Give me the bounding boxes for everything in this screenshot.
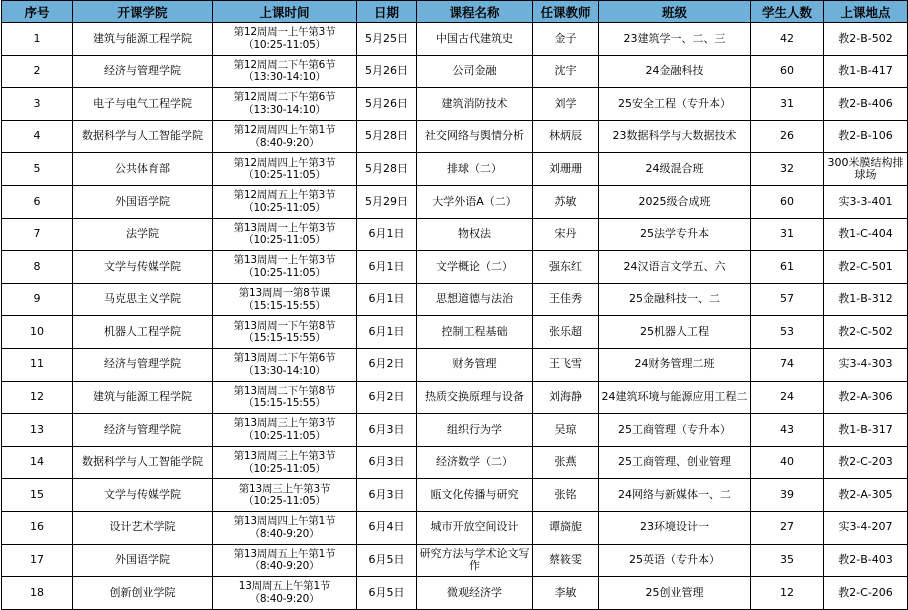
college-cell: 外国语学院: [73, 544, 213, 577]
row-number: 3: [2, 88, 73, 121]
student-count-cell: 53: [751, 316, 824, 349]
college-cell: 设计艺术学院: [73, 511, 213, 544]
teacher-cell: 金子: [533, 23, 599, 56]
class-cell: 24财务管理二班: [599, 348, 751, 381]
table-row: [2, 120, 908, 153]
table-row: [2, 23, 908, 56]
time-range: （13:30-14:10）: [243, 364, 326, 377]
table-row: [2, 88, 908, 121]
college-cell: 数据科学与人工智能学院: [73, 446, 213, 479]
time-cell: [213, 55, 357, 88]
time-range: （8:40-9:20）: [249, 136, 320, 149]
date-cell: 5月25日: [357, 23, 417, 56]
time-cell: [213, 88, 357, 121]
time-session: 第12周周二下午第6节: [233, 58, 336, 71]
time-session: 第13周三上午第3节: [238, 482, 331, 495]
table-row: [2, 185, 908, 218]
table-row: [2, 446, 908, 479]
table-row: [2, 577, 908, 610]
teacher-cell: 刘珊珊: [533, 153, 599, 186]
course-cell: 经济数学（二）: [417, 446, 533, 479]
class-cell: 24建筑环境与能源应用工程二: [599, 381, 751, 414]
time-cell: [213, 185, 357, 218]
class-cell: 23数据科学与大数据技术: [599, 120, 751, 153]
teacher-cell: 林炳辰: [533, 120, 599, 153]
college-cell: 机器人工程学院: [73, 316, 213, 349]
college-cell: 马克思主义学院: [73, 283, 213, 316]
college-cell: 建筑与能源工程学院: [73, 381, 213, 414]
row-number: 8: [2, 251, 73, 284]
room-cell: 实3-4-303: [824, 348, 908, 381]
room-cell: 教1-C-404: [824, 218, 908, 251]
class-cell: 24金融科技: [599, 55, 751, 88]
student-count-cell: 26: [751, 120, 824, 153]
college-cell: 创新创业学院: [73, 577, 213, 610]
time-session: 第13周周二下午第8节: [233, 384, 336, 397]
course-cell: 大学外语A（二）: [417, 185, 533, 218]
student-count-cell: 35: [751, 544, 824, 577]
time-cell: [213, 348, 357, 381]
header-date: 日期: [357, 1, 417, 23]
row-number: 14: [2, 446, 73, 479]
time-range: （10:25-11:05）: [243, 169, 326, 182]
room-cell: 实3-4-207: [824, 511, 908, 544]
time-session: 第12周周一上午第3节: [233, 26, 336, 39]
time-session: 13周周五上午第1节: [238, 580, 331, 593]
time-range: （10:25-11:05）: [243, 201, 326, 214]
room-cell: 教2-B-106: [824, 120, 908, 153]
row-number: 17: [2, 544, 73, 577]
course-cell: 微观经济学: [417, 577, 533, 610]
table-row: [2, 316, 908, 349]
college-cell: 文学与传媒学院: [73, 251, 213, 284]
row-number: 15: [2, 479, 73, 512]
course-cell: 公司金融: [417, 55, 533, 88]
header-time: 上课时间: [213, 1, 357, 23]
teacher-cell: 强东红: [533, 251, 599, 284]
date-cell: 6月1日: [357, 251, 417, 284]
date-cell: 6月2日: [357, 381, 417, 414]
class-cell: 24网络与新媒体一、二: [599, 479, 751, 512]
room-cell: 教2-B-502: [824, 23, 908, 56]
teacher-cell: 刘海静: [533, 381, 599, 414]
row-number: 6: [2, 185, 73, 218]
time-cell: [213, 251, 357, 284]
course-cell: 组织行为学: [417, 414, 533, 447]
class-cell: 23建筑学一、二、三: [599, 23, 751, 56]
class-cell: 24级混合班: [599, 153, 751, 186]
course-cell: 社交网络与舆情分析: [417, 120, 533, 153]
date-cell: 5月29日: [357, 185, 417, 218]
date-cell: 6月5日: [357, 577, 417, 610]
course-cell: 控制工程基础: [417, 316, 533, 349]
header-class: 班级: [599, 1, 751, 23]
class-cell: 24汉语言文学五、六: [599, 251, 751, 284]
student-count-cell: 74: [751, 348, 824, 381]
row-number: 18: [2, 577, 73, 610]
row-number: 10: [2, 316, 73, 349]
time-cell: [213, 283, 357, 316]
header-row: [2, 1, 908, 23]
time-cell: [213, 153, 357, 186]
room-cell: 教2-C-502: [824, 316, 908, 349]
room-cell: 教2-C-206: [824, 577, 908, 610]
time-cell: [213, 511, 357, 544]
time-cell: [213, 120, 357, 153]
time-session: 第13周周一下午第8节: [233, 319, 336, 332]
teacher-cell: 张燕: [533, 446, 599, 479]
time-cell: [213, 544, 357, 577]
time-session: 第13周周三上午第3节: [233, 450, 336, 463]
class-cell: 25创业管理: [599, 577, 751, 610]
class-cell: 25金融科技一、二: [599, 283, 751, 316]
time-session: 第13周周一第8节课: [238, 287, 331, 300]
date-cell: 5月26日: [357, 55, 417, 88]
student-count-cell: 31: [751, 218, 824, 251]
class-cell: 25法学专升本: [599, 218, 751, 251]
date-cell: 6月1日: [357, 316, 417, 349]
date-cell: 6月1日: [357, 218, 417, 251]
teacher-cell: 苏敏: [533, 185, 599, 218]
row-number: 4: [2, 120, 73, 153]
room-cell: 教1-B-417: [824, 55, 908, 88]
class-cell: 2025级合成班: [599, 185, 751, 218]
row-number: 2: [2, 55, 73, 88]
time-range: （10:25-11:05）: [243, 266, 326, 279]
course-cell: 思想道德与法治: [417, 283, 533, 316]
course-cell: 物权法: [417, 218, 533, 251]
college-cell: 经济与管理学院: [73, 348, 213, 381]
header-college: 开课学院: [73, 1, 213, 23]
date-cell: 6月3日: [357, 414, 417, 447]
college-cell: 法学院: [73, 218, 213, 251]
student-count-cell: 61: [751, 251, 824, 284]
time-range: （13:30-14:10）: [243, 71, 326, 84]
college-cell: 经济与管理学院: [73, 414, 213, 447]
date-cell: 6月3日: [357, 446, 417, 479]
time-cell: [213, 381, 357, 414]
header-no: 序号: [2, 1, 73, 23]
time-range: （10:25-11:05）: [243, 462, 326, 475]
room-cell: 教1-B-312: [824, 283, 908, 316]
student-count-cell: 12: [751, 577, 824, 610]
time-session: 第13周周二下午第6节: [233, 352, 336, 365]
table-row: [2, 153, 908, 186]
student-count-cell: 60: [751, 55, 824, 88]
course-cell: 财务管理: [417, 348, 533, 381]
class-cell: 23环境设计一: [599, 511, 751, 544]
time-cell: [213, 218, 357, 251]
room-cell: 教2-A-306: [824, 381, 908, 414]
time-session: 第13周周四上午第1节: [233, 515, 336, 528]
header-teacher: 任课教师: [533, 1, 599, 23]
room-cell: 实3-3-401: [824, 185, 908, 218]
schedule-table: [1, 0, 908, 610]
header-course: 课程名称: [417, 1, 533, 23]
time-session: 第12周周二下午第6节: [233, 91, 336, 104]
college-cell: 公共体育部: [73, 153, 213, 186]
room-cell: 教2-B-403: [824, 544, 908, 577]
row-number: 7: [2, 218, 73, 251]
table-row: [2, 544, 908, 577]
teacher-cell: 蔡筱雯: [533, 544, 599, 577]
time-cell: [213, 479, 357, 512]
time-range: （15:15-15:55）: [243, 397, 326, 410]
course-cell: 中国古代建筑史: [417, 23, 533, 56]
student-count-cell: 31: [751, 88, 824, 121]
student-count-cell: 32: [751, 153, 824, 186]
table-row: [2, 348, 908, 381]
row-number: 13: [2, 414, 73, 447]
room-cell: 教2-B-406: [824, 88, 908, 121]
date-cell: 6月1日: [357, 283, 417, 316]
table-row: [2, 381, 908, 414]
class-cell: 25安全工程（专升本）: [599, 88, 751, 121]
time-range: （10:25-11:05）: [243, 429, 326, 442]
student-count-cell: 57: [751, 283, 824, 316]
class-cell: 25英语（专升本）: [599, 544, 751, 577]
student-count-cell: 39: [751, 479, 824, 512]
college-cell: 建筑与能源工程学院: [73, 23, 213, 56]
date-cell: 5月28日: [357, 153, 417, 186]
date-cell: 5月28日: [357, 120, 417, 153]
course-cell: 文学概论（二）: [417, 251, 533, 284]
time-cell: [213, 414, 357, 447]
course-cell: 研究方法与学术论文写作: [417, 544, 533, 577]
time-cell: [213, 23, 357, 56]
student-count-cell: 40: [751, 446, 824, 479]
time-range: （8:40-9:20）: [249, 592, 320, 605]
row-number: 16: [2, 511, 73, 544]
room-cell: 教2-A-305: [824, 479, 908, 512]
teacher-cell: 张铭: [533, 479, 599, 512]
student-count-cell: 60: [751, 185, 824, 218]
time-session: 第13周周五上午第1节: [233, 547, 336, 560]
teacher-cell: 吴琼: [533, 414, 599, 447]
time-session: 第12周周四上午第3节: [233, 156, 336, 169]
table-row: [2, 414, 908, 447]
teacher-cell: 沈宇: [533, 55, 599, 88]
time-range: （15:15-15:55）: [243, 332, 326, 345]
time-range: （10:25-11:05）: [243, 495, 326, 508]
date-cell: 5月26日: [357, 88, 417, 121]
time-session: 第13周周一上午第3节: [233, 221, 336, 234]
date-cell: 6月3日: [357, 479, 417, 512]
teacher-cell: 宋丹: [533, 218, 599, 251]
row-number: 1: [2, 23, 73, 56]
college-cell: 数据科学与人工智能学院: [73, 120, 213, 153]
table-row: [2, 479, 908, 512]
time-cell: [213, 577, 357, 610]
time-session: 第12周周四上午第1节: [233, 124, 336, 137]
time-range: （10:25-11:05）: [243, 234, 326, 247]
header-room: 上课地点: [824, 1, 908, 23]
time-cell: [213, 316, 357, 349]
course-cell: 热质交换原理与设备: [417, 381, 533, 414]
room-cell: 教1-B-317: [824, 414, 908, 447]
time-range: （8:40-9:20）: [249, 560, 320, 573]
table-row: [2, 511, 908, 544]
college-cell: 文学与传媒学院: [73, 479, 213, 512]
time-session: 第13周周一上午第3节: [233, 254, 336, 267]
student-count-cell: 43: [751, 414, 824, 447]
table-row: [2, 55, 908, 88]
course-cell: 建筑消防技术: [417, 88, 533, 121]
room-cell: 教2-C-501: [824, 251, 908, 284]
room-cell: 教2-C-203: [824, 446, 908, 479]
time-range: （10:25-11:05）: [243, 38, 326, 51]
room-cell: 300米膜结构排球场: [824, 153, 908, 186]
course-cell: 城市开放空间设计: [417, 511, 533, 544]
student-count-cell: 27: [751, 511, 824, 544]
teacher-cell: 谭旖旎: [533, 511, 599, 544]
course-cell: 排球（二）: [417, 153, 533, 186]
time-range: （13:30-14:10）: [243, 103, 326, 116]
course-cell: 瓯文化传播与研究: [417, 479, 533, 512]
row-number: 9: [2, 283, 73, 316]
student-count-cell: 42: [751, 23, 824, 56]
class-cell: 25工商管理、创业管理: [599, 446, 751, 479]
college-cell: 经济与管理学院: [73, 55, 213, 88]
time-session: 第13周周三上午第3节: [233, 417, 336, 430]
date-cell: 6月5日: [357, 544, 417, 577]
class-cell: 25工商管理（专升本）: [599, 414, 751, 447]
table-row: [2, 218, 908, 251]
table-row: [2, 251, 908, 284]
college-cell: 外国语学院: [73, 185, 213, 218]
row-number: 12: [2, 381, 73, 414]
time-range: （15:15-15:55）: [243, 299, 326, 312]
teacher-cell: 张乐超: [533, 316, 599, 349]
college-cell: 电子与电气工程学院: [73, 88, 213, 121]
class-cell: 25机器人工程: [599, 316, 751, 349]
teacher-cell: 刘学: [533, 88, 599, 121]
date-cell: 6月4日: [357, 511, 417, 544]
teacher-cell: 李敏: [533, 577, 599, 610]
student-count-cell: 24: [751, 381, 824, 414]
teacher-cell: 王飞雪: [533, 348, 599, 381]
table-row: [2, 283, 908, 316]
teacher-cell: 王佳秀: [533, 283, 599, 316]
row-number: 11: [2, 348, 73, 381]
time-cell: [213, 446, 357, 479]
time-range: （8:40-9:20）: [249, 527, 320, 540]
time-session: 第12周周五上午第3节: [233, 189, 336, 202]
row-number: 5: [2, 153, 73, 186]
header-count: 学生人数: [751, 1, 824, 23]
date-cell: 6月2日: [357, 348, 417, 381]
